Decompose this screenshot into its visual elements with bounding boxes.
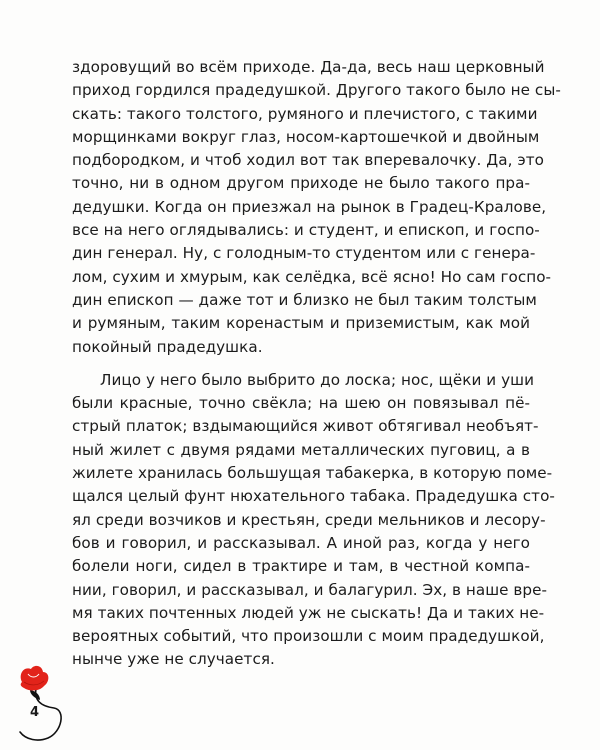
paragraph-2: [72, 369, 555, 672]
text-line: здоровущий во всём приходе. Да-да, весь наш церковный: [72, 58, 545, 76]
text-line: ный жилет с двумя рядами металлических пуговиц, а в: [72, 440, 530, 459]
flower-stem: [20, 688, 61, 740]
text-line: скать: такого толстого, румяного и плечистого, с такими: [72, 104, 538, 123]
text-line: приход гордился прадедушкой. Другого такого было не сы-: [72, 81, 561, 100]
body-text: [72, 56, 561, 672]
text-line: лом, сухим и хмурым, как селёдка, всё ясно! Но сам госпо-: [72, 267, 552, 286]
page-number: 4: [30, 705, 40, 720]
text-line: все на него оглядывались: и студент, и епископ, и госпо-: [72, 221, 540, 240]
text-line: стрый платок; вздымающийся живот обтягивал необъят-: [72, 417, 539, 436]
text-line: болели ноги, сидел в трактире и там, в честной компа-: [72, 557, 530, 576]
text-line: были красные, точно свёкла; на шею он повязывал пё-: [72, 394, 530, 413]
text-line: нии, говорил, и рассказывал, и балагурил. Эх, в наше вре-: [72, 580, 548, 599]
text-line: дедушки. Когда он приезжал на рынок в Градец-Кралове,: [72, 197, 547, 216]
text-line: нынче уже не случается.: [72, 650, 275, 669]
text-line: точно, ни в одном другом приходе не было такого пра-: [72, 174, 530, 193]
text-line: Лицо у него было выбрито до лоска; нос, щёки и уши: [100, 370, 535, 389]
flower-head: [21, 666, 49, 691]
text-line: подбородком, и чтоб ходил вот так вперевалочку. Да, это: [72, 151, 544, 170]
text-line: щался целый фунт нюхательного табака. Прадедушка сто-: [72, 487, 555, 506]
text-line: покойный прадедушка.: [72, 337, 263, 356]
paragraph-1: [72, 56, 561, 359]
text-line: бов и говорил, и рассказывал. А иной раз, когда у него: [72, 533, 530, 552]
text-line: жилете хранилась большущая табакерка, в которую поме-: [72, 464, 553, 483]
text-line: ял среди возчиков и крестьян, среди мельников и лесору-: [72, 510, 546, 529]
text-line: вероятных событий, что произошли с моим прадедушкой,: [72, 627, 545, 646]
text-line: морщинками вокруг глаз, носом-картошечкой и двойным: [72, 127, 540, 146]
text-line: дин генерал. Ну, с голодным-то студентом или с генера-: [72, 244, 536, 263]
text-line: и румяным, таким коренастым и приземистым, как мой: [72, 314, 530, 333]
text-line: дин епископ — даже тот и близко не был таким толстым: [72, 290, 537, 309]
text-line: мя таких почтенных людей уж не сыскать! Да и таких не-: [72, 603, 545, 622]
flower-ornament-icon: [0, 660, 80, 750]
